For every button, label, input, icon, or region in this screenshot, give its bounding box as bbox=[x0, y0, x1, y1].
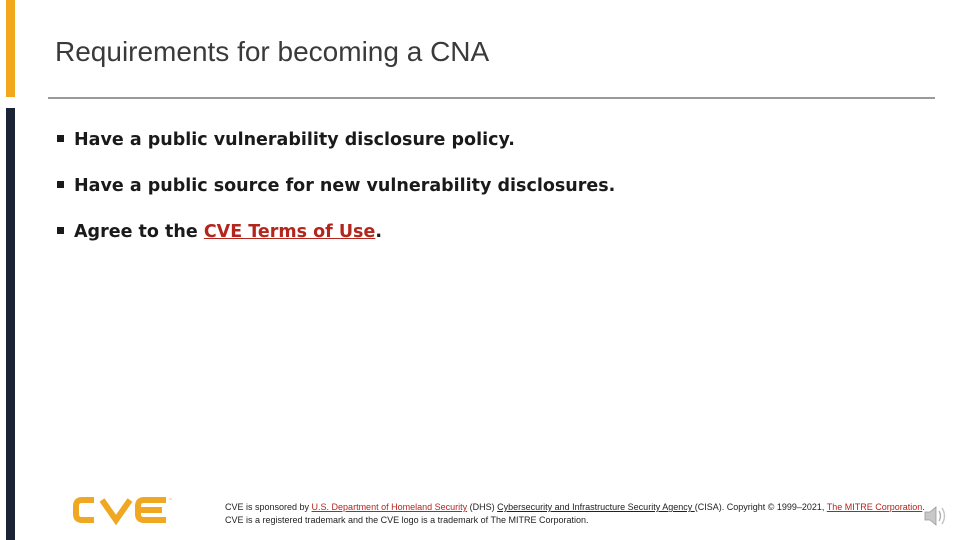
bullet-item bbox=[57, 218, 615, 264]
title-divider bbox=[48, 97, 935, 99]
accent-bar-navy bbox=[6, 108, 15, 540]
accent-bar-orange bbox=[6, 0, 15, 97]
square-bullet-icon bbox=[57, 227, 64, 234]
logo-trademark: ™ bbox=[168, 498, 173, 504]
speaker-icon[interactable] bbox=[921, 502, 949, 530]
bullet-text-suffix: . bbox=[375, 222, 382, 242]
logo-letter-c bbox=[76, 500, 94, 520]
cve-terms-of-use-link[interactable]: CVE Terms of Use bbox=[203, 222, 376, 242]
bullet-item bbox=[57, 126, 615, 172]
bullet-text: Have a public vulnerability disclosure policy. bbox=[74, 130, 515, 150]
cisa-link[interactable]: Cybersecurity and Infrastructure Security Agency bbox=[497, 502, 695, 512]
footer-copyright bbox=[225, 501, 937, 526]
square-bullet-icon bbox=[57, 181, 64, 188]
footer-text: . CVE is a registered trademark and the CVE logo is a trademark of The MITRE Corporation. bbox=[225, 502, 925, 525]
footer-text: (DHS) bbox=[467, 502, 498, 512]
bullet-text-prefix: Agree to the bbox=[74, 222, 204, 242]
mitre-link[interactable]: The MITRE Corporation bbox=[826, 502, 923, 512]
logo-letter-v bbox=[102, 500, 130, 520]
slide-title: Requirements for becoming a CNA bbox=[55, 36, 490, 67]
dhs-link[interactable]: U.S. Department of Homeland Security bbox=[311, 502, 468, 512]
cve-logo bbox=[72, 494, 176, 526]
bullet-item bbox=[57, 172, 615, 218]
square-bullet-icon bbox=[57, 135, 64, 142]
bullet-list bbox=[57, 126, 615, 264]
bullet-text: Have a public source for new vulnerability disclosures. bbox=[74, 176, 616, 196]
footer-text: CVE is sponsored by bbox=[225, 502, 312, 512]
logo-letter-e bbox=[138, 500, 166, 520]
footer-text: (CISA). Copyright © 1999–2021, bbox=[694, 502, 827, 512]
